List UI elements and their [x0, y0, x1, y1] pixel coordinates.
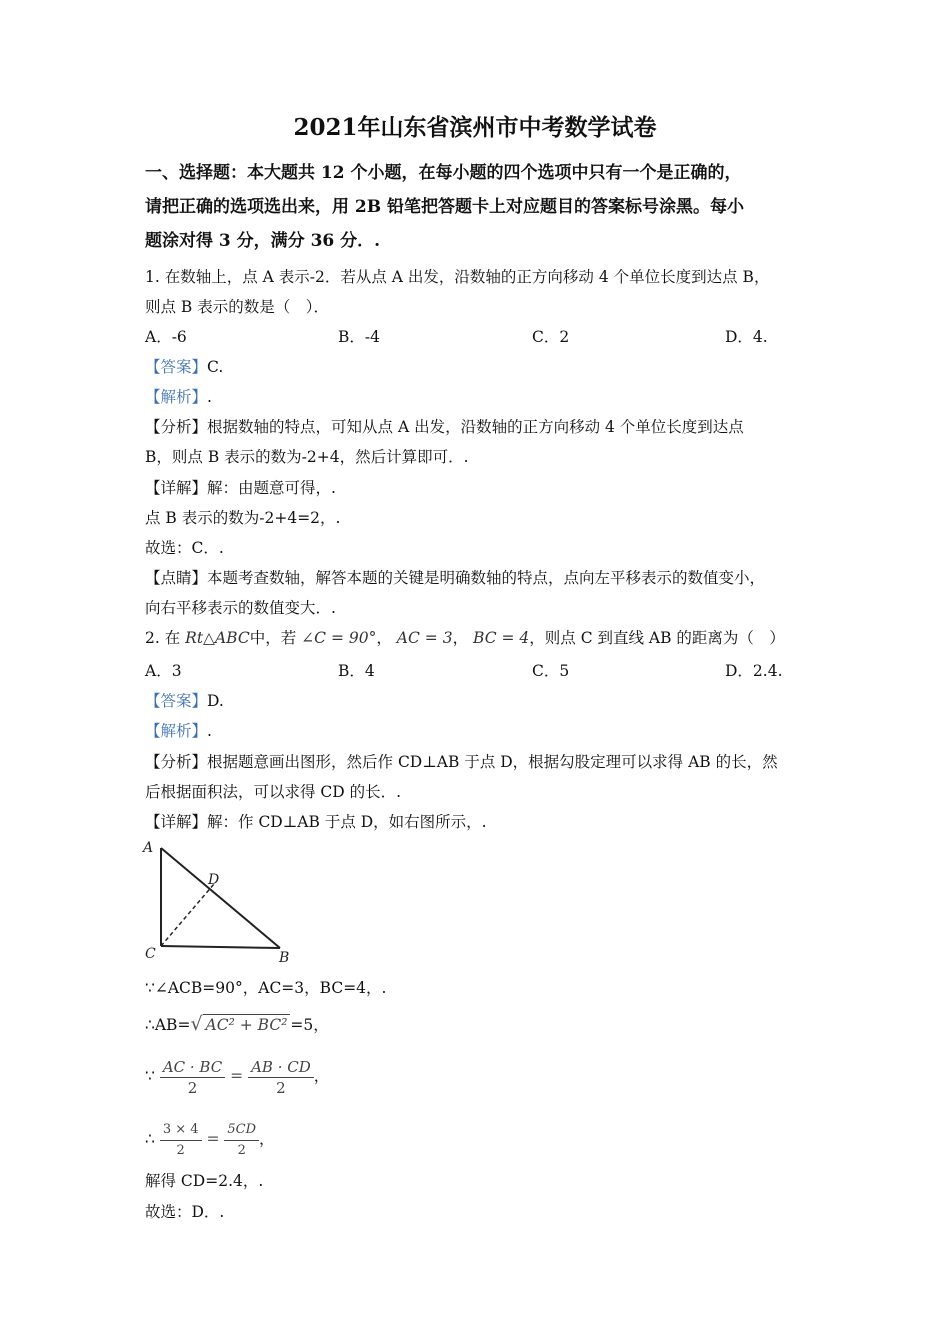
q1-option-d: D．4.: [725, 328, 768, 346]
q1-analysis: [145, 386, 212, 408]
triangle-figure: [140, 838, 310, 966]
q2-step2-prefix: ∴AB=: [145, 1016, 191, 1034]
q2-option-d: D．2.4.: [725, 662, 783, 680]
q2-analysis-value: .: [207, 722, 212, 740]
q2-choice: 故选：D．.: [145, 1203, 225, 1221]
q1-comment-tag: 【点睛】: [145, 569, 208, 587]
q2-triangle: Rt△ABC: [185, 629, 250, 647]
q1-detail-line1: [145, 477, 336, 499]
q2-option-b: B．4: [338, 662, 375, 680]
q1-answer: [145, 356, 223, 378]
q2-answer: [145, 690, 224, 712]
q2-step3: [145, 1055, 329, 1098]
segment-ab: [161, 848, 280, 948]
q2-step1: ∵∠ACB=90°，AC=3，BC=4，.: [145, 979, 387, 997]
label-d: D: [208, 872, 220, 888]
q2-step4: [145, 1118, 275, 1161]
q2-option-c: C．5: [532, 662, 570, 680]
q2-step3-num1: AC · BC: [160, 1057, 225, 1078]
q1-analysis-value: .: [207, 388, 212, 406]
q2-detail-line1: [145, 811, 487, 833]
q2-step4-num1: 3 × 4: [160, 1120, 202, 1141]
q1-answer-tag: 【答案】: [145, 358, 208, 376]
page-title: 2021年山东省滨州市中考数学试卷: [293, 114, 657, 141]
q1-fenxi-line2: B，则点 B 表示的数为-2+4，然后计算即可．.: [145, 448, 469, 466]
label-a: A: [143, 840, 154, 856]
q2-step2-suffix: =5，: [290, 1016, 329, 1034]
q2-stem-suffix: ，则点 C 到直线 AB 的距离为（ ）: [529, 629, 785, 647]
label-b: B: [279, 950, 290, 966]
q2-step3-frac1: [160, 1057, 225, 1098]
q2-step4-frac2: [224, 1120, 259, 1161]
q1-comment-line1: [145, 567, 765, 589]
q2-stem-mid: 中，若: [249, 629, 297, 647]
q1-comment-text1: 本题考查数轴，解答本题的关键是明确数轴的特点，点向左平移表示的数值变小，: [207, 569, 766, 587]
q1-fenxi-text1: 根据数轴的特点，可知从点 A 出发，沿数轴的正方向移动 4 个单位长度到达点: [207, 418, 744, 436]
q2-answer-value: D.: [207, 692, 224, 710]
section-heading-line1: 一、选择题：本大题共 12 个小题，在每小题的四个选项中只有一个是正确的，: [145, 163, 742, 183]
q1-choice: 故选：C．.: [145, 539, 224, 557]
q2-step4-den2: 2: [237, 1142, 246, 1158]
section-heading-line3: 题涂对得 3 分，满分 36 分．.: [145, 231, 381, 251]
q1-analysis-tag: 【解析】: [145, 388, 208, 406]
q2-step3-den2: 2: [276, 1078, 286, 1097]
q2-sep1: ，: [376, 629, 392, 647]
q2-fenxi-text1: 根据题意画出图形，然后作 CD⊥AB 于点 D，根据勾股定理可以求得 AB 的长，然: [207, 753, 778, 771]
q2-fenxi-line1: [145, 751, 778, 773]
q2-step4-eq: =: [206, 1130, 220, 1148]
q2-step3-frac2: [248, 1057, 314, 1098]
q2-stem: [145, 627, 785, 649]
q2-step4-frac1: [160, 1120, 202, 1161]
q1-comment-line2: 向右平移表示的数值变大．.: [145, 599, 336, 617]
q2-step2-sqrt: AC² + BC²: [203, 1014, 291, 1035]
q1-option-a: A．-6: [145, 328, 187, 346]
q2-step4-prefix: ∴: [145, 1130, 155, 1148]
q2-step4-suffix: ，: [259, 1130, 275, 1148]
q2-step3-prefix: ∵: [145, 1067, 155, 1085]
segment-cd-dashed: [161, 884, 214, 946]
q1-stem-line1: 1. 在数轴上，点 A 表示-2．若从点 A 出发，沿数轴的正方向移动 4 个单位长度到达点 B，: [145, 268, 770, 286]
q2-option-a: A．3: [145, 662, 182, 680]
q2-step3-suffix: ，: [313, 1067, 330, 1085]
q2-detail-text1: 解：作 CD⊥AB 于点 D，如右图所示，.: [207, 813, 487, 831]
q1-answer-value: C.: [207, 358, 224, 376]
label-c: C: [145, 946, 156, 962]
q2-step3-eq: =: [230, 1067, 244, 1085]
q2-ac: AC = 3: [396, 629, 453, 647]
q1-detail-tag: 【详解】: [145, 479, 208, 497]
q2-fenxi-line2: 后根据面积法，可以求得 CD 的长．.: [145, 783, 402, 801]
q2-angle: ∠C = 90°: [301, 629, 377, 647]
q2-step3-den1: 2: [187, 1078, 198, 1097]
q2-stem-prefix: 2. 在: [145, 629, 181, 647]
q2-step2: [145, 1013, 329, 1036]
q2-sep2: ，: [452, 629, 469, 647]
q2-bc: BC = 4: [473, 629, 530, 647]
q2-analysis-tag: 【解析】: [145, 722, 208, 740]
q2-detail-tag: 【详解】: [145, 813, 208, 831]
q2-solve: 解得 CD=2.4，.: [145, 1172, 264, 1190]
q1-option-b: B．-4: [338, 328, 380, 346]
q1-detail-text1: 解：由题意可得，.: [207, 479, 336, 497]
q2-analysis: [145, 720, 212, 742]
q2-step4-num2: 5CD: [224, 1120, 259, 1141]
q1-fenxi-tag: 【分析】: [145, 418, 208, 436]
section-heading-line2: 请把正确的选项选出来，用 2B 铅笔把答题卡上对应题目的答案标号涂黑。每小: [145, 197, 745, 217]
q1-stem-line2: 则点 B 表示的数是（ ）．: [145, 298, 329, 316]
q2-fenxi-tag: 【分析】: [145, 753, 208, 771]
q1-option-c: C．2: [532, 328, 570, 346]
q1-detail-line2: 点 B 表示的数为-2+4=2，.: [145, 509, 341, 527]
q2-answer-tag: 【答案】: [145, 692, 208, 710]
q1-fenxi-line1: [145, 416, 744, 438]
sqrt-sign: √: [190, 1013, 203, 1035]
q2-step4-den1: 2: [176, 1142, 185, 1158]
q2-step3-num2: AB · CD: [248, 1057, 314, 1078]
segment-cb: [161, 946, 280, 948]
